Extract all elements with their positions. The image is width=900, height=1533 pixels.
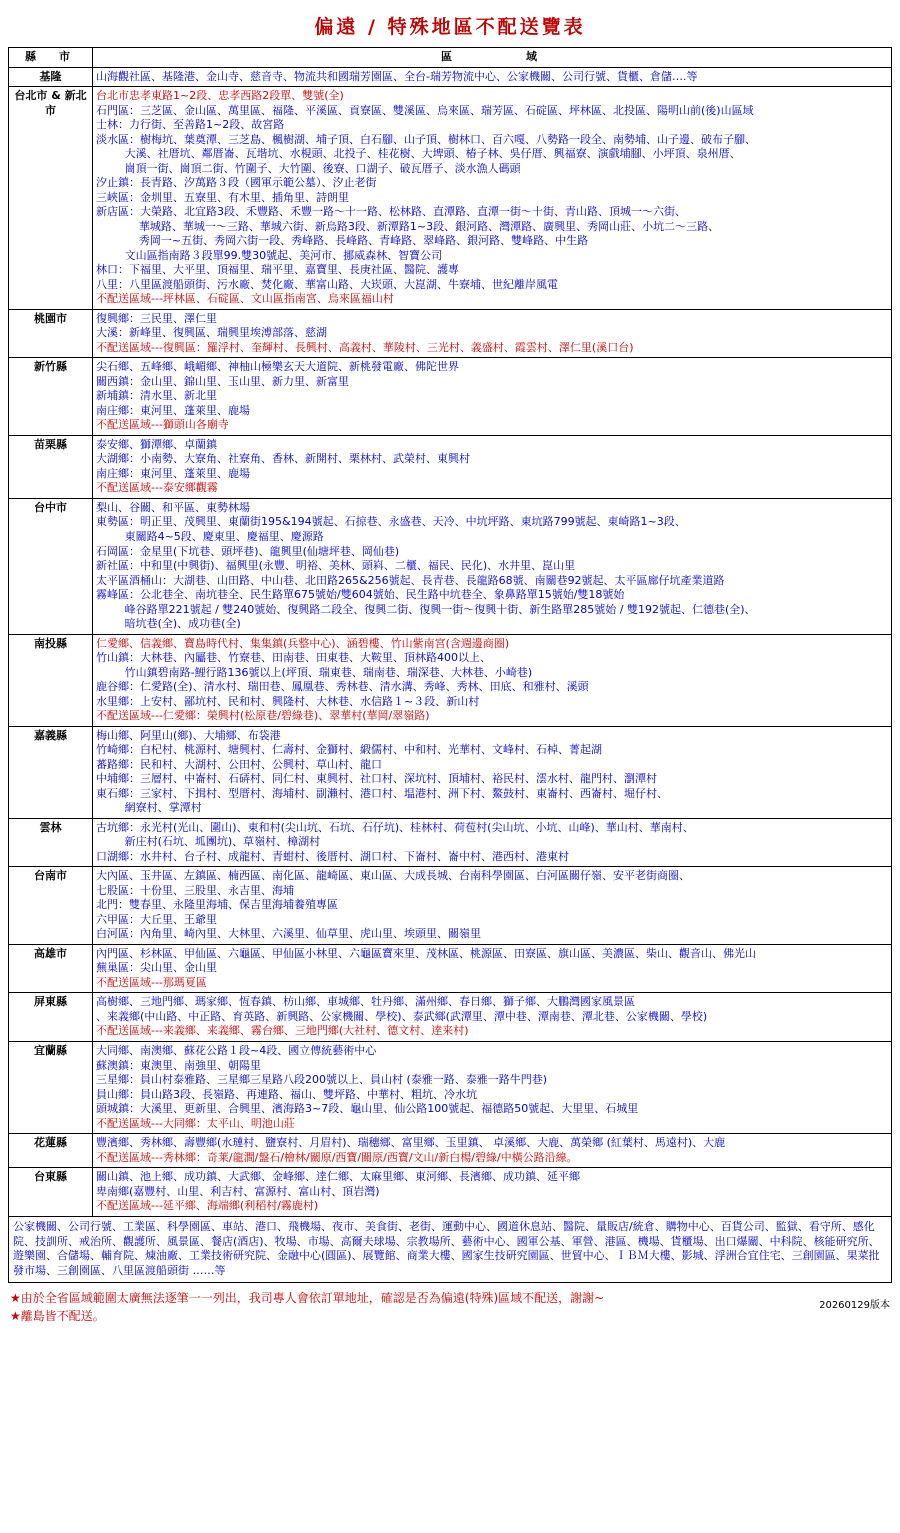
area-cell: [93, 358, 892, 436]
area-cell: [93, 309, 892, 358]
area-line: 關山鎮、池上鄉、成功鎮、大武鄉、金峰鄉、逹仁鄉、太麻里鄉、東河鄉、長濱鄉、成功鎮、延平鄉: [96, 1170, 580, 1184]
area-line: 東勢區：明正里、茂興里、東蘭街195&194號起、石掠巷、永盛巷、天冷、中坑坪路、東坑路799號起、東崎路1~3段、: [96, 515, 686, 529]
area-line: 大同鄉、南澳鄉、蘇花公路１段~4段、國立傳統藝術中心: [96, 1044, 377, 1057]
table-row: [9, 944, 892, 993]
area-line: 卑南鄉(嘉豐村、山里、利吉村、富源村、富山村、頂岩灣): [96, 1184, 380, 1198]
area-line: 古坑鄉：永光村(光山、圍山)、東和村(尖山坑、石坑、石仔坑)、桂林村、荷苞村(尖山坑、小坑、山峰)、華山村、華南村、: [96, 820, 694, 834]
area-line: 霧峰區：公北巷全、南坑巷全、民生路單675號始/雙604號始、民生路中坑巷全、象鼻路單15號始/雙18號始: [96, 588, 625, 602]
area-cell: [93, 944, 892, 993]
table-row: [9, 634, 892, 726]
county-cell: 基隆: [9, 67, 93, 87]
area-line: 八里：八里區渡船頭街、污水廠、焚化廠、華富山路、大崁頭、大崑湖、牛寮埔、世紀離岸風電: [96, 277, 558, 291]
area-cell: [93, 1134, 892, 1168]
area-line: 高樹鄉、三地門鄉、瑪家鄉、恆春鎮、枋山鄉、車城鄉、牡丹鄉、滿州鄉、春日鄉、獅子鄉、大鵬灣國家風景區: [96, 995, 635, 1009]
county-cell: 苗栗縣: [9, 435, 93, 498]
area-line-restricted: 不配送區域---獅頭山各廟寺: [96, 418, 229, 432]
area-line: 南庄鄉：東河里、蓬萊里、鹿場: [96, 403, 250, 417]
area-line-restricted: 不配送區域---泰安鄉觀霧: [96, 481, 218, 495]
area-line-restricted: 不配送區域---来義鄉、来義鄉、霧台鄉、三地門鄉(大社村、德文村、逹来村): [96, 1024, 469, 1038]
area-line: 復興鄉：三民里、澤仁里: [96, 311, 217, 325]
area-line: 東關路4~5段、慶東里、慶福里、慶源路: [124, 529, 324, 543]
area-line: 山海觀社區、基隆港、金山寺、慈音寺、物流共和國瑞芳園區、全台-瑞芳物流中心、公家機關、公司行號、貨櫃、倉儲….等: [96, 69, 698, 83]
area-line: 員山鄉：員山路3段、長嶺路、再連路、福山、雙坪路、中華村、粗坑、冷水坑: [96, 1087, 477, 1101]
area-line: 白河區：內角里、崎內里、大林里、六溪里、仙草里、虎山里、埃頭里、關嶺里: [96, 927, 481, 941]
area-cell: [93, 1042, 892, 1134]
area-line: 大湖鄉：小南勢、大寮角、社寮角、香林、新開村、栗林村、武榮村、東興村: [96, 452, 470, 466]
table-row: [9, 726, 892, 818]
area-line: 華城路、華城一～三路、華城六街、新烏路3段、新潭路1~3段、銀河路、灣潭路、廣興里、秀岡山莊、小坑二～三路、: [138, 219, 720, 233]
area-line: 淡水區：樹梅坑、葉奠潭、三芝島、楓樹湖、埔子頂、白石腳、山子頂、樹林口、百六嘎、八勢路一段全、南勢埔、山子邊、破布子腳、: [96, 132, 756, 146]
area-line: 秀岡一~五街、秀岡六街一段、秀峰路、長峰路、青峰路、翠峰路、銀河路、雙峰路、中生路: [138, 234, 589, 248]
area-line: 關西鎮：金山里、錦山里、玉山里、新力里、新富里: [96, 374, 349, 388]
county-cell: 桃園市: [9, 309, 93, 358]
table-row: [9, 1168, 892, 1217]
area-line: 尖石鄉、五峰鄉、峨嵋鄉、神柚山極樂玄天大道院、新桃發電廠、佛陀世界: [96, 360, 459, 374]
area-cell: [93, 498, 892, 634]
area-line: 、来義鄉(中山路、中正路、育英路、新興路、公家機關、學校)、泰武鄉(武潭里、潭中巷、潭南巷、潭北巷、公家機關、學校): [96, 1009, 708, 1023]
area-cell: [93, 818, 892, 867]
area-line: 三峽區：金圳里、五寮里、有木里、插角里、詩朗里: [96, 190, 349, 204]
area-line: 內門區、杉林區、甲仙區、六龜區、甲仙區小林里、六龜區寶來里、茂林區、桃源區、田寮區、旗山區、美濃區、柴山、觀音山、佛光山: [96, 946, 756, 960]
area-line: 竹山鎮：大林巷、內屬巷、竹寮巷、田南巷、田東巷、大鞍里、頂林路400以上、: [96, 651, 491, 665]
area-cell: [93, 726, 892, 818]
area-cell: [93, 867, 892, 945]
area-line: 南庄鄉：東河里、蓬萊里、鹿場: [96, 466, 250, 480]
area-line: 頭城鎮：大溪里、更新里、合興里、濱海路3~7段、龜山里、仙公路100號起、福德路50號起、大里里、石城里: [96, 1102, 639, 1116]
area-line: 竹山鎮碧南路-鯉行路136號以上(坪頂、瑞東巷、瑞南巷、瑞深巷、大林巷、小崎巷): [124, 665, 533, 679]
area-line: 太平區酒桶山：大湖巷、山田路、中山巷、北田路265&256號起、長青巷、長龍路68號、南關巷92號起、太平區廍仔坑產業道路: [96, 573, 725, 587]
area-line: 蕃路鄉：民和村、大湖村、公田村、公興村、草山村、龍口: [96, 757, 382, 771]
area-cell: [93, 87, 892, 310]
table-row: [9, 498, 892, 634]
area-line-restricted: 不配送區域---大同鄉：太平山、明池山莊: [96, 1116, 295, 1130]
area-line: 林口：下福里、大平里、頂福里、瑞平里、嘉寶里、長庚社區、醫院、護專: [96, 263, 459, 277]
area-cell: [93, 634, 892, 726]
facility-types-note: 公家機關、公司行號、工業區、科學園區、車站、港口、飛機場、夜市、美食街、老街、運動中心、國道休息站、醫院、量販店/統倉、購物中心、百貨公司、監獄、看守所、感化院、技訓所、戒治所、觀護所、風景區、餐店(酒店)、牧場、市場、高爾夫球場、宗教場所、藝術中心、國軍公基、軍營、港區、機場、貨櫃場、出口爆關、中科院、核能研究所、遊樂園、合儲場、輔育院、煉油廠、工業技術研究院、金融中心(圓區)、展覽館、商業大樓、國家生技研究園區、世貿中心、ＩＢＭ大樓、影城、浮洲合宜住宅、三創園區、果菜批發市場、三創園區、八里區渡船頭街 ……等: [8, 1217, 892, 1283]
area-line: 七股區：十份里、三股里、永吉里、海埔: [96, 883, 294, 897]
table-row: [9, 309, 892, 358]
area-line-restricted: 不配送區域---坪林區、石碇區、文山區指南宮、烏來區福山村: [96, 292, 394, 306]
area-line: 崗頂一街、崗頂二街、竹圍子、大竹圍、後寮、口湖子、破瓦厝子、淡水漁人碼頭: [124, 161, 521, 175]
area-line: 竹崎鄉：白杞村、桃源村、塘興村、仁壽村、金獅村、緞儒村、中和村、光華村、文峰村、石棹、菁起湖: [96, 743, 602, 757]
area-line: 汐止鎮：長青路、汐萬路３段（國軍示範公墓）、汐止老街: [96, 176, 377, 190]
county-cell: 南投縣: [9, 634, 93, 726]
area-line: 大內區、玉井區、左鎮區、楠西區、南化區、龍崎區、東山區、大成長城、台南科學園區、白河區關仔嶺、安平老街商圈、: [96, 869, 690, 883]
area-cell: [93, 993, 892, 1042]
header-county: 縣 市: [9, 48, 93, 68]
area-line: 北門：雙春里、永隆里海埔、保吉里海埔養殖專區: [96, 898, 338, 912]
header-area: 區 域: [93, 48, 892, 68]
area-line-restricted: 不配送區域---復興區：羅浮村、奎輝村、長興村、高義村、華陵村、三光村、義盛村、霞雲村、澤仁里(溪口台): [96, 340, 634, 354]
area-line-restricted: 不配送區域---仁愛鄉：榮興村(松原巷/碧綠巷)、翠華村(華岡/翠嶺路): [96, 709, 430, 723]
page-title: 偏遠 / 特殊地區不配送覽表: [314, 16, 586, 38]
note-line-2: ★離島皆不配送。: [10, 1309, 105, 1324]
area-line: 口湖鄉：水井村、台子村、成龍村、青蚶村、後厝村、湖口村、下崙村、崙中村、港西村、港東村: [96, 849, 569, 863]
area-line: 梨山、谷關、和平區、東勢林場: [96, 500, 250, 514]
area-line: 大溪、社厝坑、鄰厝崙、瓦堦坑、水梘頭、北投子、桂花樹、大埤頭、椿子林、吳仔厝、興福寮、演戲埔腳、小坪頂、泉州厝、: [124, 147, 741, 161]
county-cell: 高雄市: [9, 944, 93, 993]
area-line: 鹿谷鄉：仁愛路(全)、清水村、瑞田巷、鳳凰巷、秀林巷、清水溝、秀峰、秀林、田底、和雅村、溪頭: [96, 680, 589, 694]
area-line: 泰安鄉、獅潭鄉、卓蘭鎮: [96, 437, 217, 451]
table-row: [9, 87, 892, 310]
area-line: 東石鄉：三家村、下揖村、型厝村、海埔村、副瀨村、港口村、塭港村、洲下村、鰲鼓村、東崙村、西崙村、堀仔村、: [96, 786, 668, 800]
table-row: [9, 435, 892, 498]
county-cell: 新竹縣: [9, 358, 93, 436]
area-line: 峰谷路單221號起 / 雙240號始、復興路二段全、復興二街、復興一街～復興十街、新生路單285號始 / 雙192號起、仁德巷(全)、: [124, 602, 756, 616]
county-cell: 台東縣: [9, 1168, 93, 1217]
county-cell: 宜蘭縣: [9, 1042, 93, 1134]
county-cell: 嘉義縣: [9, 726, 93, 818]
area-cell: [93, 435, 892, 498]
table-header-row: [9, 48, 892, 68]
area-line: 六甲區：大丘里、王爺里: [96, 912, 217, 926]
area-line-restricted: 不配送區域---秀林鄉：奇莱/龍澗/盤石/檜林/關原/西寶/關原/西寶/文山/新白楊/碧綠/中橫公路沿線。: [96, 1150, 578, 1164]
area-cell: [93, 1168, 892, 1217]
area-line-restricted: 不配送區域---那瑪夏區: [96, 975, 207, 989]
bottom-notes: [8, 1283, 892, 1327]
area-line: 文山區指南路３段單99.雙30號起、美河市、挪威森林、智寶公司: [124, 248, 443, 262]
area-line: 新埔鎮：清水里、新北里: [96, 389, 217, 403]
table-row: [9, 818, 892, 867]
area-line: 梅山鄉、阿里山(鄉)、大埔鄉、布袋港: [96, 728, 281, 742]
area-line: 大溪：新峰里、復興區、瑞興里埃溥部落、慈湖: [96, 326, 327, 340]
county-cell: 屏東縣: [9, 993, 93, 1042]
area-line: 蘇澳鎮：東澳里、南強里、朝陽里: [96, 1058, 261, 1072]
area-line: 網寮村、掌潭村: [124, 801, 202, 815]
area-line: 蕪巢區：尖山里、金山里: [96, 961, 217, 975]
area-line-restricted: 不配送區域---延平鄉、海端鄉(利稻村/霧鹿村): [96, 1199, 319, 1213]
table-row: [9, 67, 892, 87]
note-line-1: ★由於全省區域範圍太廣無法逐筆一一列出，我司專人會依訂單地址，確認是否為偏遠(特殊)區域不配送，謝謝~: [10, 1291, 605, 1306]
area-line: 石門區：三芝區、金山區、萬里區、福隆、平溪區、貢寮區、雙溪區、烏來區、瑞芳區、石碇區、坪林區、北投區、陽明山前(後)山區域: [96, 103, 754, 117]
area-line: 新店區：大榮路、北宜路3段、禾豐路、禾豐一路～十一路、松林路、直潭路、直潭一街～十街、青山路、頂城一～六街、: [96, 205, 686, 219]
area-line: 石岡區：金星里(下坑巷、頭坪巷)、龍興里(仙塘坪巷、岡仙巷): [96, 544, 400, 558]
county-cell: 台南市: [9, 867, 93, 945]
area-line: 水里鄉：上安村、鄙坑村、民和村、興隆村、大林巷、水信路１~３段、新山村: [96, 694, 480, 708]
area-line: 新庄村(石坑、坬團坑)、草嶺村、樟湖村: [124, 835, 321, 849]
county-cell: 花蓮縣: [9, 1134, 93, 1168]
table-row: [9, 1134, 892, 1168]
area-line: 三星鄉：員山村泰雅路、三星鄉三星路八段200號以上、員山村 (泰雅一路、泰雅一路牛門巷): [96, 1073, 548, 1087]
table-row: [9, 867, 892, 945]
area-line: 暗坑巷(全)、成功巷(全): [124, 617, 241, 631]
table-row: [9, 993, 892, 1042]
area-line-restricted: 台北市忠孝東路1~2段、忠孝西路2段單、雙號(全): [96, 89, 344, 103]
exclusion-table: [8, 47, 892, 1217]
county-cell: 台北市 & 新北市: [9, 87, 93, 310]
county-cell: 雲林: [9, 818, 93, 867]
table-row: [9, 358, 892, 436]
area-line: 中埔鄉：三層村、中崙村、石硦村、同仁村、東興村、社口村、深坑村、頂埔村、裕民村、澐水村、龍門村、瀏潭村: [96, 772, 657, 786]
area-line: 豐濱鄉、秀林鄉、壽豐鄉(水璉村、鹽寮村、月眉村)、瑞穗鄉、富里鄉、玉里鎮、 卓溪鄉、大鹿、萬榮鄉 (紅葉村、馬遠村)、大鹿: [96, 1136, 726, 1150]
area-cell: [93, 67, 892, 87]
version-label: 20260129版本: [819, 1300, 890, 1312]
area-line: 士林：力行街、至善路1~2段、故宮路: [96, 118, 285, 132]
county-cell: 台中市: [9, 498, 93, 634]
area-line: 新社區：中和里(中興街)、福興里(永豐、明裕、美林、頭嵙、二櫃、福民、民化)、水井里、崑山里: [96, 559, 576, 573]
area-line-restricted: 仁愛鄉、信義鄉、寶島時代村、集集鎮(兵整中心)、涵碧樓、竹山紫南宮(含週邊商圈): [96, 636, 510, 650]
table-row: [9, 1042, 892, 1134]
table-body: [9, 48, 892, 1217]
